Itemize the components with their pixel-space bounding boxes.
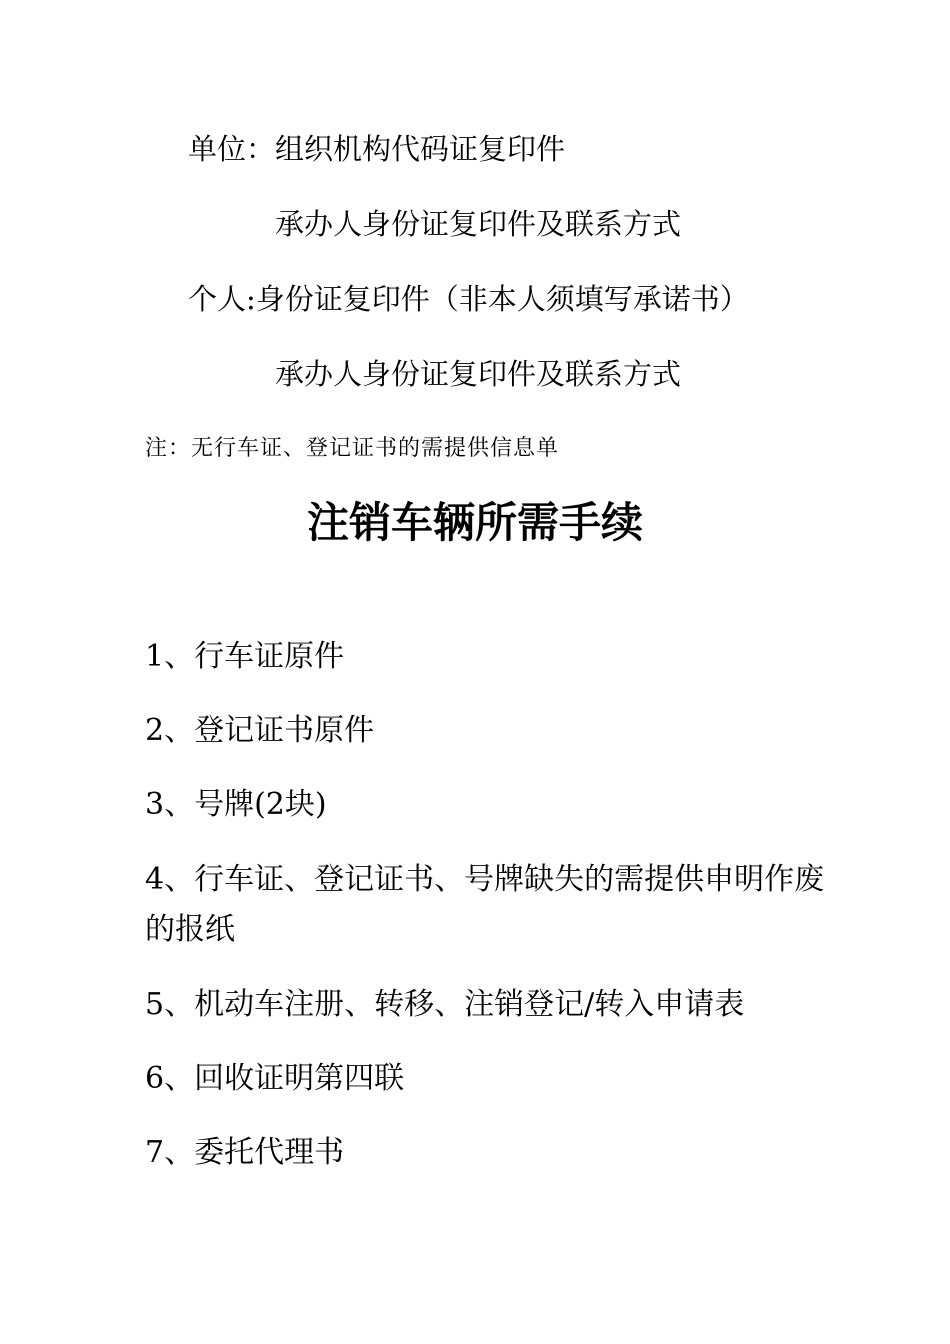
list-item: 4、行车证、登记证书、号牌缺失的需提供申明作废的报纸 xyxy=(145,862,825,947)
list-item: 5、机动车注册、转移、注销登记/转入申请表 xyxy=(145,987,745,1022)
section-title: 注销车辆所需手续 xyxy=(306,498,643,547)
unit-requirement-line: 单位：组织机构代码证复印件 xyxy=(188,132,566,166)
list-item: 6、回收证明第四联 xyxy=(145,1061,405,1096)
note-text: 注：无行车证、登记证书的需提供信息单 xyxy=(145,436,560,461)
list-item: 3、号牌(2块) xyxy=(145,787,327,822)
list-item: 1、行车证原件 xyxy=(145,639,345,674)
personal-requirement-line: 个人:身份证复印件（非本人须填写承诺书） xyxy=(188,282,749,316)
personal-handler-line: 承办人身份证复印件及联系方式 xyxy=(275,357,682,391)
list-item: 2、登记证书原件 xyxy=(145,713,375,748)
unit-handler-line: 承办人身份证复印件及联系方式 xyxy=(275,207,682,241)
list-item: 7、委托代理书 xyxy=(145,1135,345,1170)
